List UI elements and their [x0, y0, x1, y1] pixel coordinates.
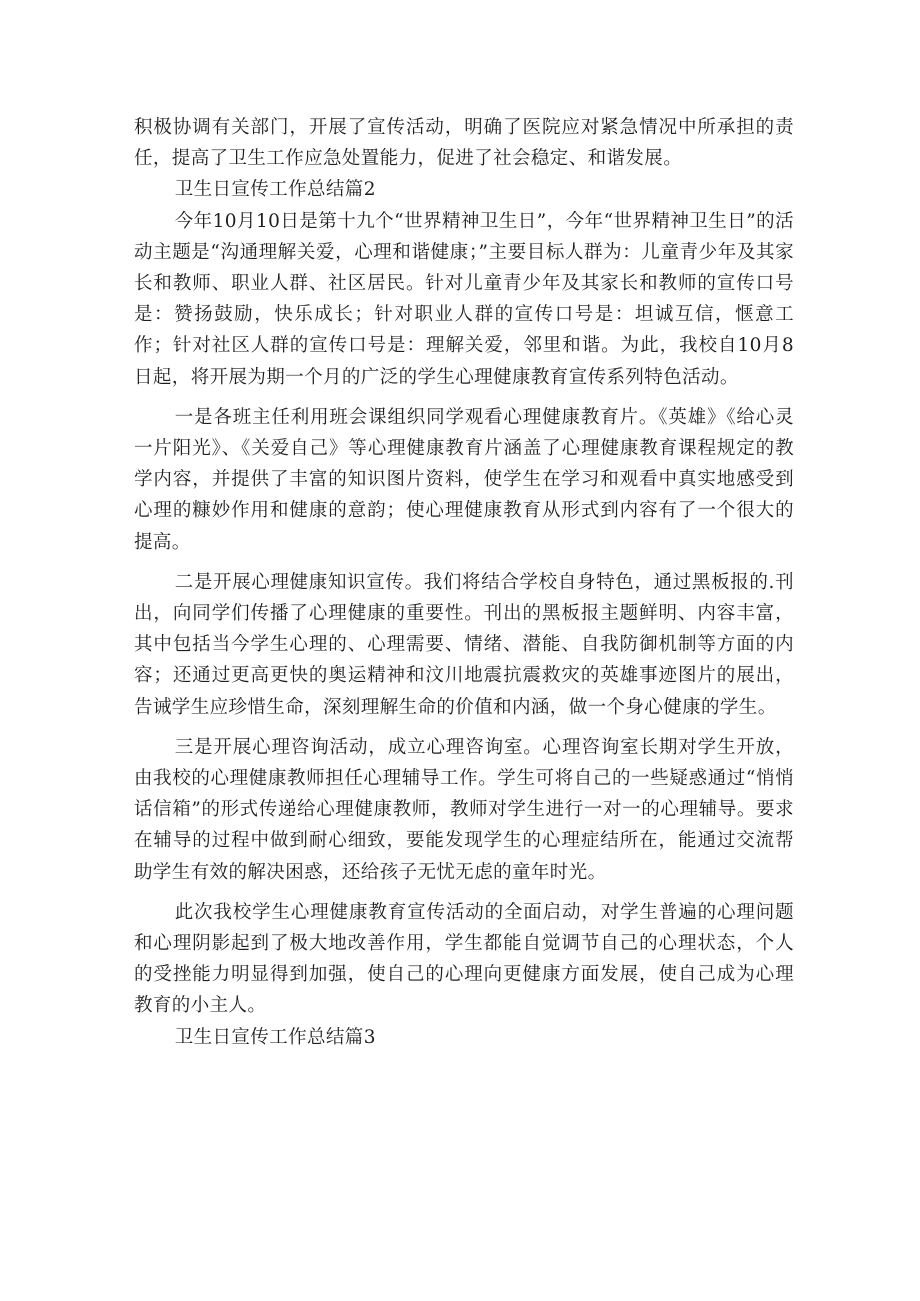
paragraph-third-activity: 三是开展心理咨询活动，成立心理咨询室。心理咨询室长期对学生开放，由我校的心理健康教师担任心理辅导工作。学生可将自己的一些疑惑通过“悄悄话信箱”的形式传递给心理健康教师，教师对学生进行一对一的心理辅导。要求在辅导的过程中做到耐心细致，要能发现学生的心理症结所在，能通过交流帮助学生有效的解决困惑，还给孩子无忧无虑的童年时光。 — [134, 736, 794, 883]
paragraph-conclusion: 此次我校学生心理健康教育宣传活动的全面启动，对学生普遍的心理问题和心理阴影起到了极大地改善作用，学生都能自觉调节自己的心理状态，个人的受挫能力明显得到加强，使自己的心理向更健康方面发展，使自己成为心理教育的小主人。 — [134, 901, 794, 1017]
paragraph-second-activity: 二是开展心理健康知识宣传。我们将结合学校自身特色，通过黑板报的.刊出，向同学们传播了心理健康的重要性。刊出的黑板报主题鲜明、内容丰富，其中包括当今学生心理的、心理需要、情绪、潜能、自我防御机制等方面的内容；还通过更高更快的奥运精神和汶川地震抗震救灾的英雄事迹图片的展出，告诫学生应珍惜生命，深刻理解生命的价值和内涵，做一个身心健康的学生。 — [134, 571, 794, 718]
paragraph-intro-continuation: 积极协调有关部门，开展了宣传活动，明确了医院应对紧急情况中所承担的责任，提高了卫生工作应急处置能力，促进了社会稳定、和谐发展。 — [134, 117, 794, 170]
section-heading-2: 卫生日宣传工作总结篇2 — [174, 179, 376, 201]
paragraph-mental-health-day: 今年10月10日是第十九个“世界精神卫生日”，今年“世界精神卫生日”的活动主题是“沟通理解关爱，心理和谐健康；”主要目标人群为：儿童青少年及其家长和教师、职业人群、社区居民。针对儿童青少年及其家长和教师的宣传口号是：赞扬鼓励，快乐成长；针对职业人群的宣传口号是：坦诚互信，惬意工作；针对社区人群的宣传口号是：理解关爱，邻里和谐。为此，我校自10月8日起，将开展为期一个月的广泛的学生心理健康教育宣传系列特色活动。 — [134, 210, 794, 388]
paragraph-first-activity: 一是各班主任利用班会课组织同学观看心理健康教育片。《英雄》《给心灵一片阳光》、《关爱自己》等心理健康教育片涵盖了心理健康教育课程规定的教学内容，并提供了丰富的知识图片资料，使学生在学习和观看中真实地感受到心理的糠妙作用和健康的意韵；使心理健康教育从形式到内容有了一个很大的提高。 — [134, 406, 794, 553]
section-heading-3: 卫生日宣传工作总结篇3 — [174, 1026, 376, 1048]
document-body — [134, 112, 794, 1053]
